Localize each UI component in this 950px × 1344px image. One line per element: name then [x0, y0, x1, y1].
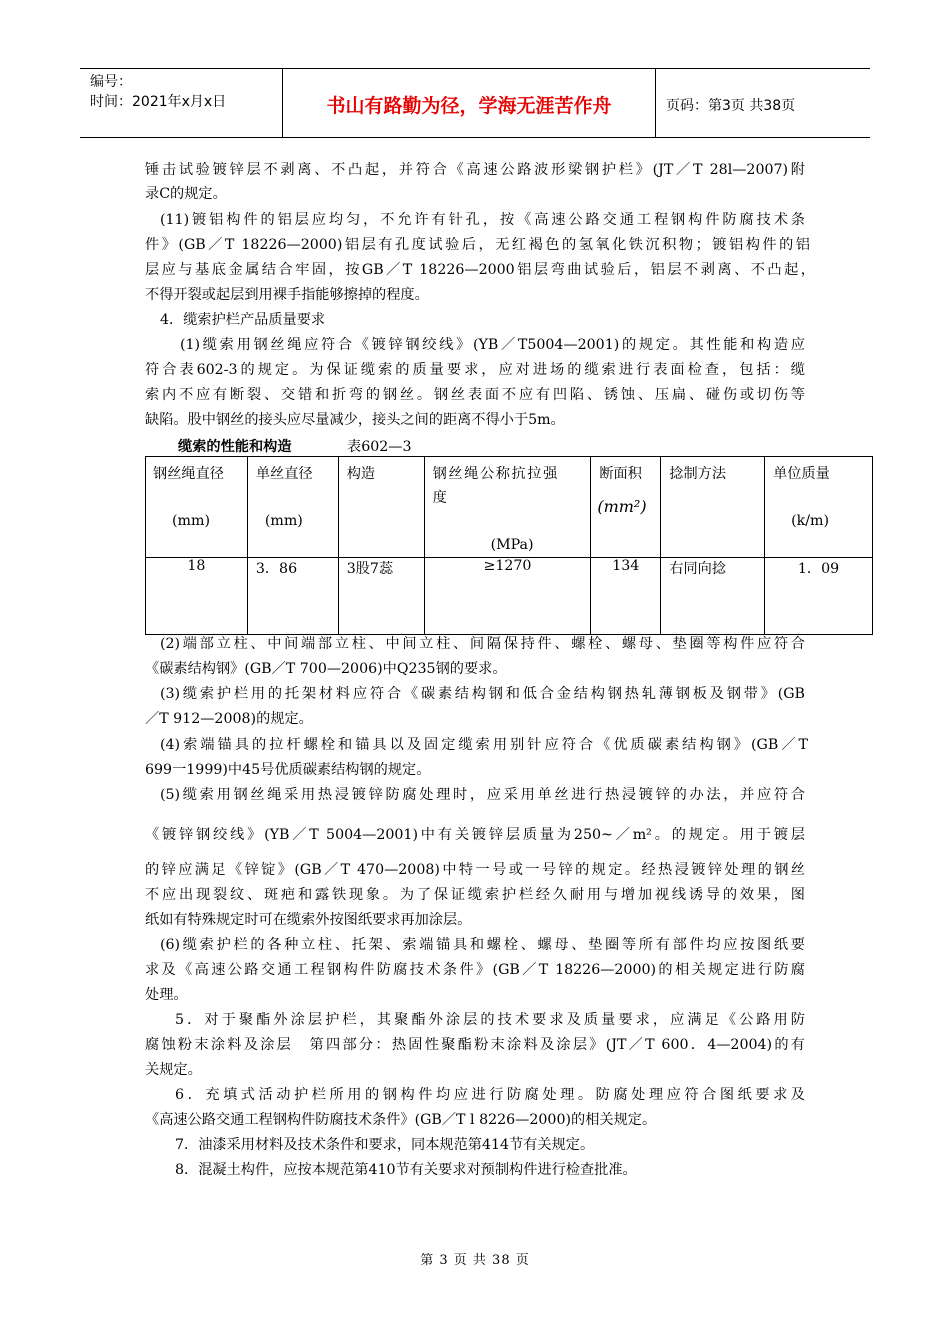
document-date: 时间：2021年x月x日: [90, 94, 227, 110]
header-motto-cell: [283, 69, 656, 137]
body-line: 符合表602-3的规定。为保证缆索的质量要求，应对进场的缆索进行表面检查，包括：缆: [145, 362, 805, 378]
body-line: 8．混凝土构件，应按本规范第410节有关要求对预制构件进行检查批准。: [175, 1162, 637, 1178]
header-cell: 单位质量 (k/m): [765, 457, 873, 558]
section-heading: 4．缆索护栏产品质量要求: [160, 312, 326, 328]
cell-tensile: ≥1270: [424, 558, 591, 635]
header-cell: 捻制方法: [661, 457, 765, 558]
body-line: 求及《高速公路交通工程钢构件防腐技术条件》(GB／T 18226—2000)的相关规定进行防腐: [145, 962, 805, 978]
body-line: (2)端部立柱、中间端部立柱、中间立柱、间隔保持件、螺栓、螺母、垫圈等构件应符合: [160, 636, 805, 652]
table-caption-title: 缆索的性能和构造: [178, 439, 292, 455]
page-header: [80, 68, 870, 138]
body-line: (5)缆索用钢丝绳采用热浸镀锌防腐处理时，应采用单丝进行热浸镀锌的办法，并应符合: [160, 787, 805, 803]
cable-spec-table: [145, 456, 873, 635]
body-line: 索内不应有断裂、交错和折弯的钢丝。钢丝表面不应有凹陷、锈蚀、压扁、碰伤或切伤等: [145, 387, 805, 403]
body-line: 7．油漆采用材料及技术条件和要求，同本规范第414节有关规定。: [175, 1137, 595, 1153]
body-line: 处理。: [145, 987, 188, 1003]
body-line: (6)缆索护栏的各种立柱、托架、索端锚具和螺栓、螺母、垫圈等所有部件均应按图纸要: [160, 937, 805, 953]
header-cell: 单丝直径 (mm): [247, 457, 338, 558]
body-line: 腐蚀粉末涂料及涂层 第四部分：热固性聚酯粉末涂料及涂层》(JT／T 600．4—2004)的有: [145, 1037, 805, 1053]
header-cell: 钢丝绳公称抗拉强 度 (MPa): [424, 457, 591, 558]
body-line: 件》(GB／T 18226—2000)铝层有孔度试验后，无红褐色的氢氧化铁沉积物；镀铝构件的铝: [145, 237, 810, 253]
body-line: 缺陷。股中钢丝的接头应尽量减少，接头之间的距离不得小于5m。: [145, 412, 565, 428]
body-line: 录C的规定。: [145, 186, 227, 202]
body-line: 锤击试验镀锌层不剥离、不凸起，并符合《高速公路波形梁钢护栏》(JT／T 28l—2007)附: [145, 162, 805, 178]
header-cell: 构造: [338, 457, 424, 558]
document-number-label: 编号：: [90, 74, 132, 90]
cell-area: 134: [591, 558, 661, 635]
cell-rope-diameter: 18: [146, 558, 248, 635]
header-page-cell: [656, 69, 870, 137]
body-line: (11)镀铝构件的铝层应均匀，不允许有针孔，按《高速公路交通工程钢构件防腐技术条: [160, 212, 805, 228]
body-line: (1)缆索用钢丝绳应符合《镀锌钢绞线》(YB／T5004—2001)的规定。其性能和构造应: [180, 337, 805, 353]
body-line: ／T 912—2008)的规定。: [145, 711, 313, 727]
body-line: (3)缆索护栏用的托架材料应符合《碳素结构钢和低合金结构钢热轧薄钢板及钢带》(GB: [160, 686, 805, 702]
body-line: 《高速公路交通工程钢构件防腐技术条件》(GB／T l 8226—2000)的相关规定。: [145, 1112, 657, 1128]
header-cell: 钢丝绳直径 (mm): [146, 457, 248, 558]
table-caption-number: 表602—3: [347, 439, 412, 455]
body-line: 关规定。: [145, 1062, 202, 1078]
body-line: 6．充填式活动护栏所用的钢构件均应进行防腐处理。防腐处理应符合图纸要求及: [175, 1087, 805, 1103]
body-line: (4)索端锚具的拉杆螺栓和锚具以及固定缆索用别针应符合《优质碳素结构钢》(GB／T: [160, 737, 808, 753]
cell-twist: 右同向捻: [661, 558, 765, 635]
header-motto: 书山有路勤为径，学海无涯苦作舟: [326, 95, 612, 117]
body-line: 纸如有特殊规定时可在缆索外按图纸要求再加涂层。: [145, 912, 472, 928]
body-line: 不得开裂或起层到用裸手指能够擦掉的程度。: [145, 287, 429, 303]
page-footer: 第 3 页 共 38 页: [420, 1253, 530, 1268]
table-header-row: [146, 457, 873, 558]
cell-structure: 3股7蕊: [338, 558, 424, 635]
body-line: 不应出现裂纹、斑疤和露铁现象。为了保证缆索护栏经久耐用与增加视线诱导的效果，图: [145, 887, 805, 903]
table-row: [146, 558, 873, 635]
body-line: 层应与基底金属结合牢固，按GB／T 18226—2000铝层弯曲试验后，铝层不剥离、不凸起，: [145, 262, 815, 278]
body-line: 5．对于聚酯外涂层护栏，其聚酯外涂层的技术要求及质量要求，应满足《公路用防: [175, 1012, 805, 1028]
body-line: 《镀锌钢绞线》(YB／T 5004—2001)中有关镀锌层质量为250~／m²。的规定。用于镀层: [145, 827, 805, 843]
header-cell: 断面积 (mm²): [591, 457, 661, 558]
body-line: 699一1999)中45号优质碳素结构钢的规定。: [145, 762, 431, 778]
body-line: 《碳素结构钢》(GB／T 700—2006)中Q235钢的要求。: [145, 661, 507, 677]
header-left-cell: [80, 69, 283, 137]
cell-unit-mass: 1．09: [765, 558, 873, 635]
body-line: 的锌应满足《锌锭》(GB／T 470—2008)中特一号或一号锌的规定。经热浸镀锌处理的钢丝: [145, 862, 805, 878]
header-page-info: 页码：第3页 共38页: [666, 98, 796, 114]
cell-wire-diameter: 3．86: [247, 558, 338, 635]
